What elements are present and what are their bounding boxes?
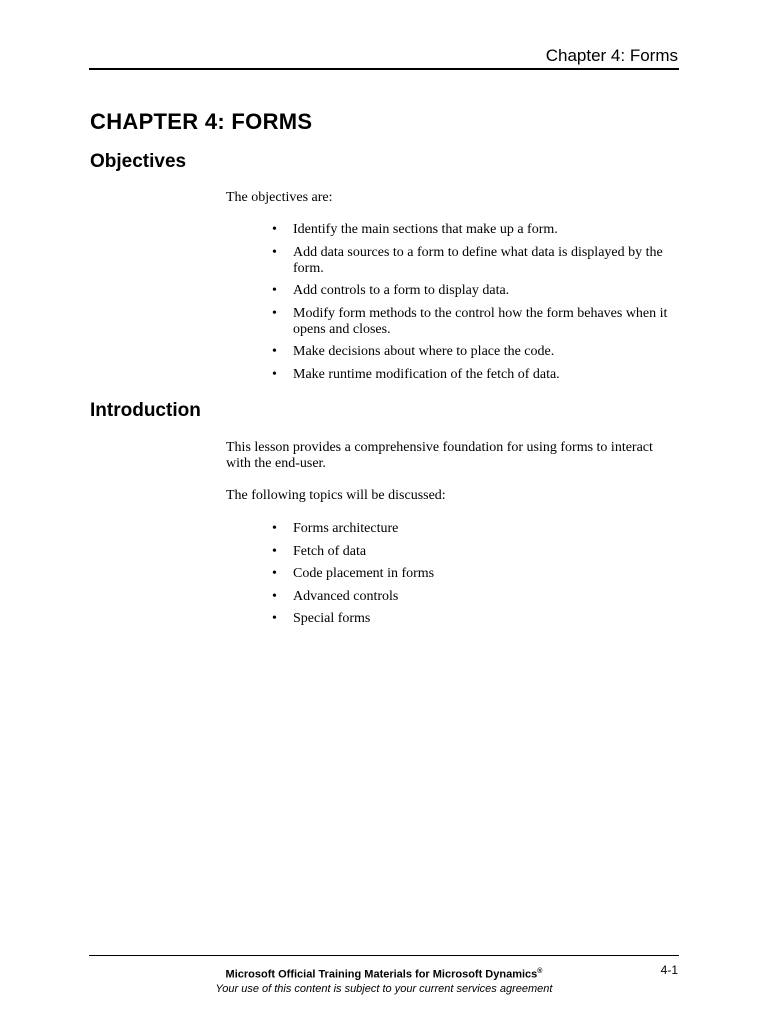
list-item: [272, 283, 672, 299]
list-item: [272, 306, 672, 338]
list-item-text: Make runtime modification of the fetch of data.: [293, 366, 560, 382]
header-rule: [89, 68, 679, 70]
list-item-text: Advanced controls: [293, 588, 399, 604]
list-item: [272, 566, 672, 582]
chapter-title: CHAPTER 4: FORMS: [90, 109, 313, 134]
list-item: [272, 521, 672, 537]
list-item: [272, 367, 672, 383]
introduction-heading: Introduction: [90, 400, 201, 421]
objectives-list: [272, 222, 672, 389]
list-item-text: Modify form methods to the control how the form behaves when it opens and closes.: [293, 305, 668, 337]
list-item-text: Add data sources to a form to define what data is displayed by the form.: [293, 244, 663, 276]
footer-title-text: Microsoft Official Training Materials for Microsoft Dynamics: [225, 968, 538, 981]
objectives-intro: The objectives are:: [226, 190, 333, 205]
list-item-text: Make decisions about where to place the code.: [293, 344, 555, 359]
bullet-icon: •: [272, 366, 277, 382]
page-number: 4-1: [660, 963, 678, 977]
list-item: [272, 245, 672, 277]
list-item-text: Special forms: [293, 611, 371, 626]
bullet-icon: •: [272, 283, 277, 298]
bullet-icon: •: [272, 222, 277, 237]
list-item: [272, 222, 672, 238]
list-item: [272, 589, 672, 605]
list-item-text: Add controls to a form to display data.: [293, 283, 510, 298]
bullet-icon: •: [272, 521, 277, 536]
topics-list: [272, 521, 672, 634]
objectives-heading: Objectives: [90, 151, 187, 172]
footer-notice: Your use of this content is subject to your current services agreement: [215, 983, 553, 995]
topics-intro: The following topics will be discussed:: [226, 488, 446, 503]
footer-rule: [89, 955, 679, 956]
bullet-icon: •: [272, 305, 277, 321]
bullet-icon: •: [272, 244, 277, 260]
bullet-icon: •: [272, 588, 277, 604]
introduction-paragraph: This lesson provides a comprehensive foundation for using forms to interact with the end-user.: [226, 440, 653, 471]
list-item-text: Identify the main sections that make up a form.: [293, 222, 558, 237]
registered-mark: ®: [537, 968, 543, 975]
bullet-icon: •: [272, 543, 277, 559]
bullet-icon: •: [272, 344, 277, 359]
running-header: Chapter 4: Forms: [545, 46, 678, 65]
list-item-text: Code placement in forms: [293, 566, 435, 581]
bullet-icon: •: [272, 566, 277, 581]
list-item: [272, 611, 672, 627]
list-item: [272, 344, 672, 360]
list-item-text: Forms architecture: [293, 521, 399, 536]
bullet-icon: •: [272, 611, 277, 626]
footer-title: [0, 968, 768, 981]
list-item: [272, 544, 672, 560]
list-item-text: Fetch of data: [293, 543, 367, 559]
